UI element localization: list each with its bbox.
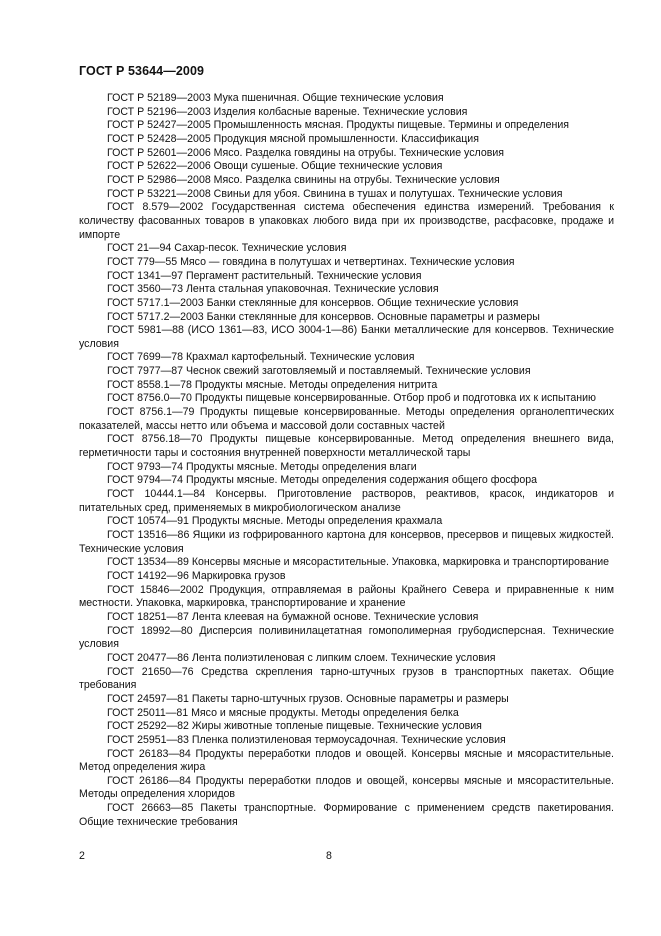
reference-item: ГОСТ 26663—85 Пакеты транспортные. Формирование с применением средств пакетирования. Общие технические требования: [79, 802, 614, 828]
reference-item: ГОСТ Р 52427—2005 Промышленность мясная. Продукты пищевые. Термины и определения: [107, 119, 569, 132]
reference-item: ГОСТ 5717.2—2003 Банки стеклянные для консервов. Основные параметры и размеры: [107, 310, 540, 323]
reference-item: ГОСТ 8756.1—79 Продукты пищевые консервированные. Методы определения органолептических показателей, массы нетто или объема и массовой доли составных частей: [79, 406, 614, 432]
reference-item: ГОСТ 8756.18—70 Продукты пищевые консервированные. Метод определения внешнего вида, герметичности тары и состояния внутренней поверхности металлической тары: [79, 433, 614, 460]
page-header-title: ГОСТ Р 53644—2009: [79, 64, 205, 78]
reference-item: ГОСТ 8.579—2002 Государственная система обеспечения единства измерений. Требования к количеству фасованных товаров в упаковках любого вида при их производстве, расфасовке, продаже и импорте: [79, 201, 614, 241]
reference-item: ГОСТ 9793—74 Продукты мясные. Методы определения влаги: [107, 460, 417, 473]
reference-item: ГОСТ 25951—83 Пленка полиэтиленовая термоусадочная. Технические условия: [107, 733, 506, 746]
reference-item: ГОСТ 21—94 Сахар-песок. Технические условия: [107, 242, 347, 255]
page-number-left: 2: [79, 850, 85, 862]
reference-item: ГОСТ 14192—96 Маркировка грузов: [107, 569, 286, 582]
reference-item: ГОСТ Р 52622—2006 Овощи сушеные. Общие технические условия: [107, 160, 443, 173]
reference-item: ГОСТ 25011—81 Мясо и мясные продукты. Методы определения белка: [107, 706, 459, 719]
reference-item: ГОСТ Р 52428—2005 Продукция мясной промышленности. Классификация: [107, 132, 479, 145]
reference-item: ГОСТ 21650—76 Средства скрепления тарно-штучных грузов в транспортных пакетах. Общие требования: [79, 665, 614, 692]
reference-item: ГОСТ 8756.0—70 Продукты пищевые консервированные. Отбор проб и подготовка их к испытанию: [107, 392, 596, 405]
reference-item: ГОСТ 9794—74 Продукты мясные. Методы определения содержания общего фосфора: [107, 474, 538, 487]
reference-item: ГОСТ 779—55 Мясо — говядина в полутушах и четвертинах. Технические условия: [107, 255, 515, 268]
reference-item: ГОСТ Р 52189—2003 Мука пшеничная. Общие технические условия: [107, 92, 444, 104]
reference-item: ГОСТ 15846—2002 Продукция, отправляемая в районы Крайнего Севера и приравненные к ним местности. Упаковка, маркировка, транспортирование и хранение: [79, 583, 614, 610]
reference-item: ГОСТ Р 53221—2008 Свиньи для убоя. Свинина в тушах и полутушах. Технические условия: [107, 187, 563, 200]
reference-item: ГОСТ 3560—73 Лента стальная упаковочная. Технические условия: [107, 283, 439, 296]
reference-item: ГОСТ 18251—87 Лента клеевая на бумажной основе. Технические условия: [107, 610, 479, 623]
reference-item: ГОСТ 24597—81 Пакеты тарно-штучных грузов. Основные параметры и размеры: [107, 692, 509, 705]
reference-item: ГОСТ 5981—88 (ИСО 1361—83, ИСО 3004-1—86) Банки металлические для консервов. Технические условия: [79, 324, 614, 350]
reference-item: ГОСТ 13516—86 Ящики из гофрированного картона для консервов, пресервов и пищевых жидкостей. Технические условия: [79, 529, 614, 555]
reference-item: ГОСТ Р 52196—2003 Изделия колбасные вареные. Технические условия: [107, 105, 468, 118]
reference-item: ГОСТ Р 52986—2008 Мясо. Разделка свинины на отрубы. Технические условия: [107, 173, 500, 186]
reference-item: ГОСТ 25292—82 Жиры животные топленые пищевые. Технические условия: [107, 720, 482, 733]
reference-item: ГОСТ 26183—84 Продукты переработки плодов и овощей. Консервы мясные и мясорастительные. Метод определения жира: [79, 747, 614, 774]
reference-item: ГОСТ 20477—86 Лента полиэтиленовая с липким слоем. Технические условия: [107, 651, 496, 664]
reference-item: ГОСТ 5717.1—2003 Банки стеклянные для консервов. Общие технические условия: [107, 296, 519, 309]
reference-item: ГОСТ 13534—89 Консервы мясные и мясорастительные. Упаковка, маркировка и транспортирование: [107, 556, 610, 569]
reference-item: ГОСТ 7699—78 Крахмал картофельный. Технические условия: [107, 351, 415, 364]
reference-item: ГОСТ 18992—80 Дисперсия поливинилацетатная гомополимерная грубодисперсная. Технические условия: [79, 624, 614, 651]
reference-item: ГОСТ 8558.1—78 Продукты мясные. Методы определения нитрита: [107, 378, 438, 391]
reference-item: ГОСТ 26186—84 Продукты переработки плодов и овощей, консервы мясные и мясорастительные. Методы определения хлоридов: [79, 774, 614, 801]
page-number-center: 8: [326, 850, 332, 862]
reference-item: ГОСТ 1341—97 Пергамент растительный. Технические условия: [107, 269, 422, 282]
references-list: [79, 92, 614, 829]
reference-item: ГОСТ 10444.1—84 Консервы. Приготовление растворов, реактивов, красок, индикаторов и питательных сред, применяемых в микробиологическом анализе: [79, 488, 614, 514]
reference-item: ГОСТ Р 52601—2006 Мясо. Разделка говядины на отрубы. Технические условия: [107, 146, 505, 159]
reference-item: ГОСТ 7977—87 Чеснок свежий заготовляемый и поставляемый. Технические условия: [107, 365, 531, 378]
reference-item: ГОСТ 10574—91 Продукты мясные. Методы определения крахмала: [107, 515, 443, 528]
